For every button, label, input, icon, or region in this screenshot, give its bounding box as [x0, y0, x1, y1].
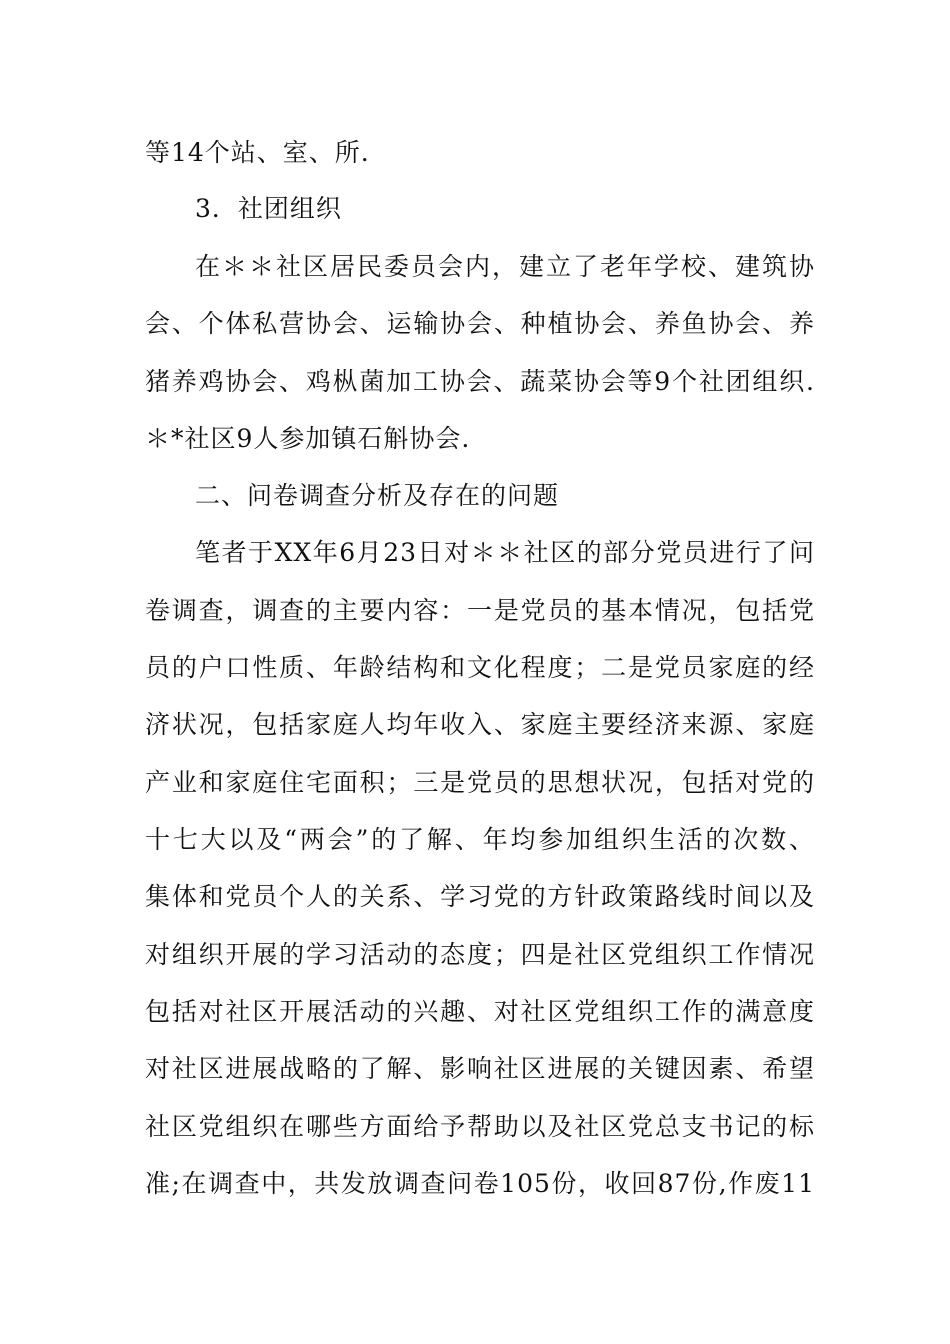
text-line: 十七大以及“两会”的了解、年均参加组织生活的次数、	[145, 825, 815, 854]
section-heading: 3．社团组织	[195, 194, 342, 223]
section-heading: 二、问卷调查分析及存在的问题	[195, 481, 560, 510]
text-line: 等14个站、室、所.	[145, 138, 370, 167]
text-line: 社区党组织在哪些方面给予帮助以及社区党总支书记的标	[145, 1112, 815, 1141]
text-line: 准;在调查中，共发放调查问卷105份，收回87份,作废11	[145, 1169, 815, 1198]
text-line: 笔者于XX年6月23日对＊＊社区的部分党员进行了问	[195, 538, 815, 567]
text-line: 对组织开展的学习活动的态度；四是社区党组织工作情况	[145, 940, 815, 969]
text-line: 会、个体私营协会、运输协会、种植协会、养鱼协会、养	[145, 309, 815, 338]
text-line: 产业和家庭住宅面积；三是党员的思想状况，包括对党的	[145, 768, 815, 797]
text-line: 猪养鸡协会、鸡枞菌加工协会、蔬菜协会等9个社团组织.	[145, 367, 815, 396]
text-line: 包括对社区开展活动的兴趣、对社区党组织工作的满意度	[145, 997, 815, 1026]
text-line: ＊*社区9人参加镇石斛协会.	[145, 424, 471, 453]
text-line: 对社区进展战略的了解、影响社区进展的关键因素、希望	[145, 1054, 815, 1083]
text-line: 济状况，包括家庭人均年收入、家庭主要经济来源、家庭	[145, 710, 815, 739]
text-line: 在＊＊社区居民委员会内，建立了老年学校、建筑协	[195, 252, 815, 281]
text-line: 员的户口性质、年龄结构和文化程度；二是党员家庭的经	[145, 653, 815, 682]
text-line: 卷调查，调查的主要内容：一是党员的基本情况，包括党	[145, 596, 815, 625]
text-line: 集体和党员个人的关系、学习党的方针政策路线时间以及	[145, 882, 815, 911]
